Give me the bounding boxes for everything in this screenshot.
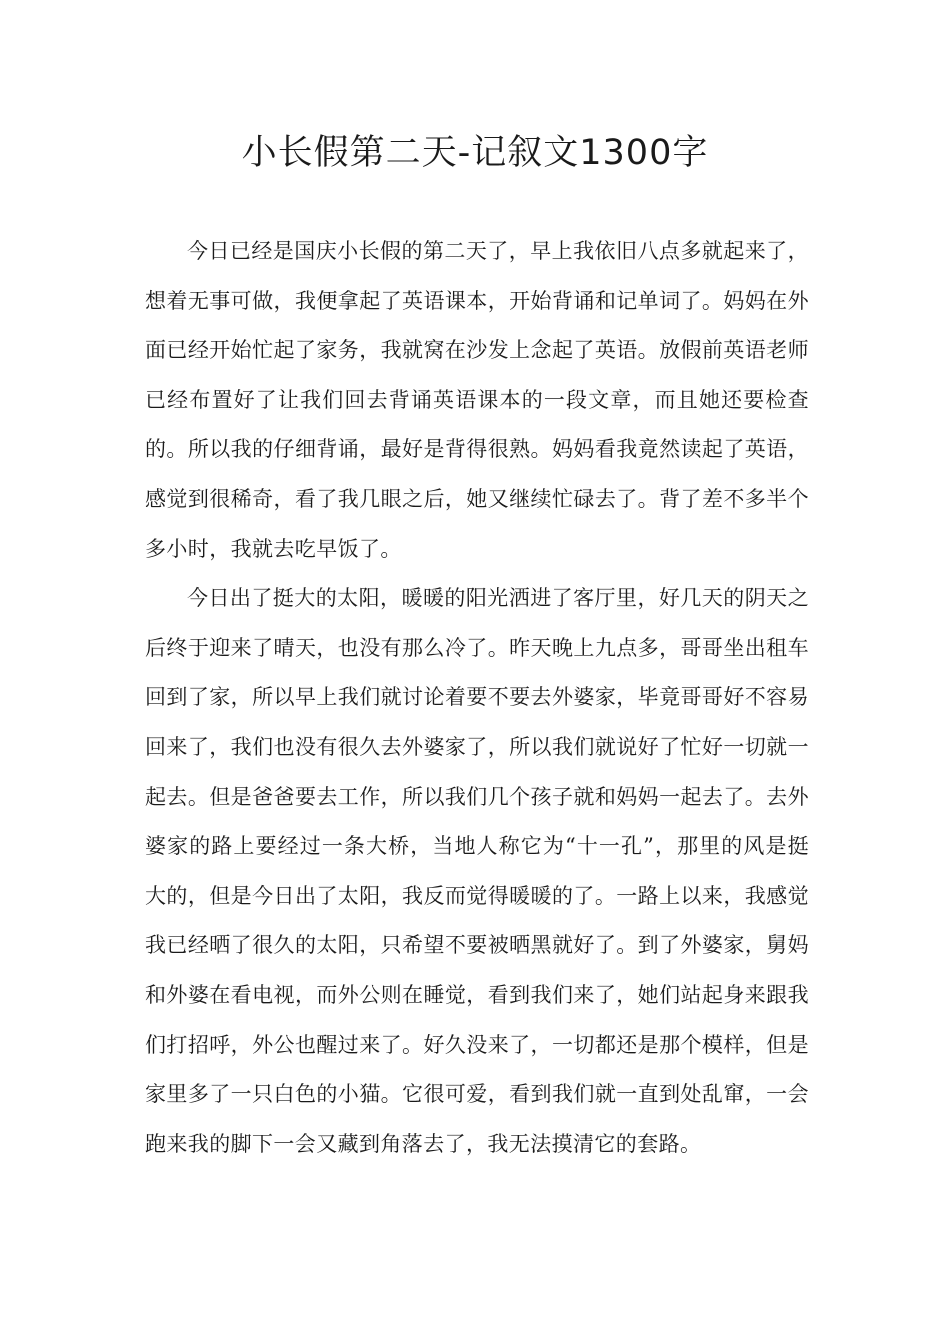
document-body (145, 227, 809, 1169)
paragraph-2: 今日出了挺大的太阳，暖暖的阳光洒进了客厅里，好几天的阴天之后终于迎来了晴天，也没有那么冷了。昨天晚上九点多，哥哥坐出租车回到了家，所以早上我们就讨论着要不要去外婆家，毕竟哥哥好不容易回来了，我们也没有很久去外婆家了，所以我们就说好了忙好一切就一起去。但是爸爸要去工作，所以我们几个孩子就和妈妈一起去了。去外婆家的路上要经过一条大桥，当地人称它为“十一孔”，那里的风是挺大的，但是今日出了太阳，我反而觉得暖暖的了。一路上以来，我感觉我已经晒了很久的太阳，只希望不要被晒黑就好了。到了外婆家，舅妈和外婆在看电视，而外公则在睡觉，看到我们来了，她们站起身来跟我们打招呼，外公也醒过来了。好久没来了，一切都还是那个模样，但是家里多了一只白色的小猫。它很可爱，看到我们就一直到处乱窜，一会跑来我的脚下一会又藏到角落去了，我无法摸清它的套路。 (145, 586, 809, 1156)
document-title: 小长假第二天-记叙文1300字 (241, 133, 709, 173)
paragraph-1: 今日已经是国庆小长假的第二天了，早上我依旧八点多就起来了，想着无事可做，我便拿起了英语课本，开始背诵和记单词了。妈妈在外面已经开始忙起了家务，我就窝在沙发上念起了英语。放假前英语老师已经布置好了让我们回去背诵英语课本的一段文章，而且她还要检查的。所以我的仔细背诵，最好是背得很熟。妈妈看我竟然读起了英语，感觉到很稀奇，看了我几眼之后，她又继续忙碌去了。背了差不多半个多小时，我就去吃早饭了。 (145, 239, 809, 561)
